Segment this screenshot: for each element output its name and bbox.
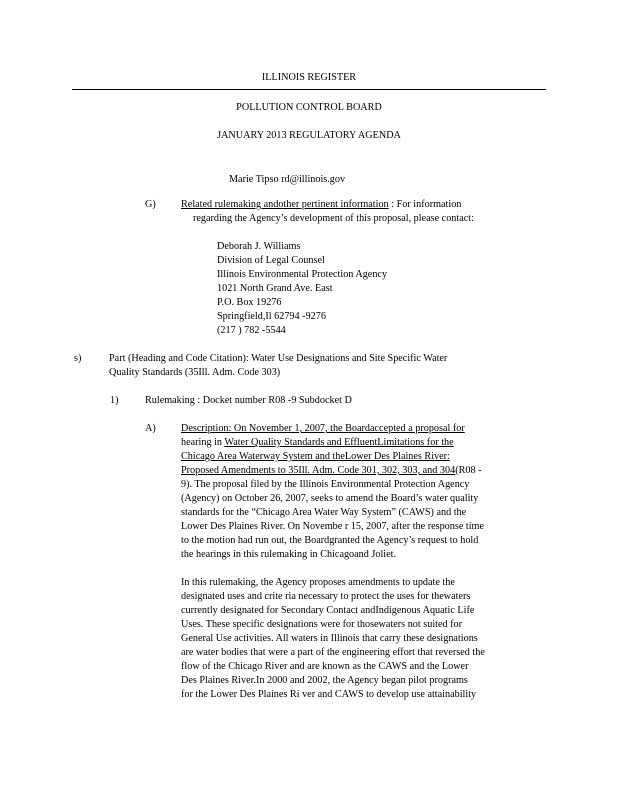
para2-line-6: are water bodies that were a part of the engineering effort that reversed the (181, 647, 485, 658)
para2-line-7: flow of the Chicago River and are known as the CAWS and the Lower (181, 661, 469, 672)
desc-line-1 (181, 423, 465, 434)
related-info-heading: Related rulemaking andother pertinent information (181, 199, 389, 210)
contact-street: 1021 North Grand Ave. East (217, 283, 333, 294)
para2-line-8: Des Plaines River.In 2000 and 2002, the Agency began pilot programs (181, 675, 468, 686)
desc-line-7: standards for the “Chicago Area Water Way System” (CAWS) and the (181, 507, 467, 518)
item-1-marker: 1) (110, 395, 119, 406)
item-s-line1: Part (Heading and Code Citation): Water Use Designations and Site Specific Water (109, 353, 448, 364)
item-s-line2: Quality Standards (35Ill. Adm. Code 303) (109, 367, 281, 378)
desc-line-2-underlined: Water Quality Standards and EffluentLimitations for the (224, 437, 454, 448)
desc-line-4-rest: (R08 - (455, 465, 482, 476)
desc-line-9: to the motion had run out, the Boardgranted the Agency’s request to hold (181, 535, 479, 546)
desc-line-4-underlined: Proposed Amendments to 35Ill. Adm. Code 301, 302, 303, and 304 (181, 465, 456, 476)
contact-name: Deborah J. Williams (217, 241, 301, 252)
contact-phone: (217 ) 782 -5544 (217, 325, 286, 336)
item-g-line2: regarding the Agency’s development of this proposal, please contact: (193, 213, 474, 224)
header-divider (72, 89, 546, 90)
para2-line-3: currently designated for Secondary Contact andIndigenous Aquatic Life (181, 605, 475, 616)
desc-line-4 (181, 465, 482, 476)
item-g-line1-rest: : For information (388, 199, 462, 210)
para2-line-4: Uses. These specific designations were for thosewaters not suited for (181, 619, 463, 630)
desc-line-5: 9). The proposal filed by the Illinois Environmental Protection Agency (181, 479, 470, 490)
contact-division: Division of Legal Counsel (217, 255, 325, 266)
para2-line-1: In this rulemaking, the Agency proposes amendments to update the (181, 577, 455, 588)
desc-line-1-text: On November 1, 2007, the Boardaccepted a proposal for (231, 423, 465, 434)
para2-line-9: for the Lower Des Plaines Ri ver and CAWS to develop use attainability (181, 689, 477, 700)
contact-pobox: P.O. Box 19276 (217, 297, 282, 308)
para2-line-5: General Use activities. All waters in Illinois that carry these designations (181, 633, 478, 644)
item-g-line1 (181, 199, 461, 210)
description-label: Description: (181, 423, 232, 434)
desc-line-2-plain: hearing in (181, 437, 225, 448)
agenda-title: JANUARY 2013 REGULATORY AGENDA (217, 130, 401, 141)
item-g-marker: G) (145, 199, 156, 210)
desc-line-8: Lower Des Plaines River. On Novembe r 15, 2007, after the response time (181, 521, 485, 532)
desc-line-2 (181, 437, 454, 448)
board-title: POLLUTION CONTROL BOARD (236, 102, 382, 113)
register-title: ILLINOIS REGISTER (261, 72, 357, 83)
contact-agency: Illinois Environmental Protection Agency (217, 269, 388, 280)
contact-city: Springfield,Il 62794 -9276 (217, 311, 326, 322)
item-s-marker: s) (74, 353, 82, 364)
para2-line-2: designated uses and crite ria necessary to protect the uses for thewaters (181, 591, 471, 602)
desc-line-10: the hearings in this rulemaking in Chicagoand Joliet. (181, 549, 397, 560)
desc-line-3: Chicago Area Waterway System and theLower Des Plaines River: (181, 451, 450, 462)
desc-line-6: (Agency) on October 26, 2007, seeks to amend the Board’s water quality (181, 493, 479, 504)
item-a-marker: A) (145, 423, 156, 434)
rulemaking-docket: Rulemaking : Docket number R08 -9 Subdocket D (145, 395, 352, 406)
top-contact: Marie Tipso rd@illinois.gov (229, 174, 346, 185)
